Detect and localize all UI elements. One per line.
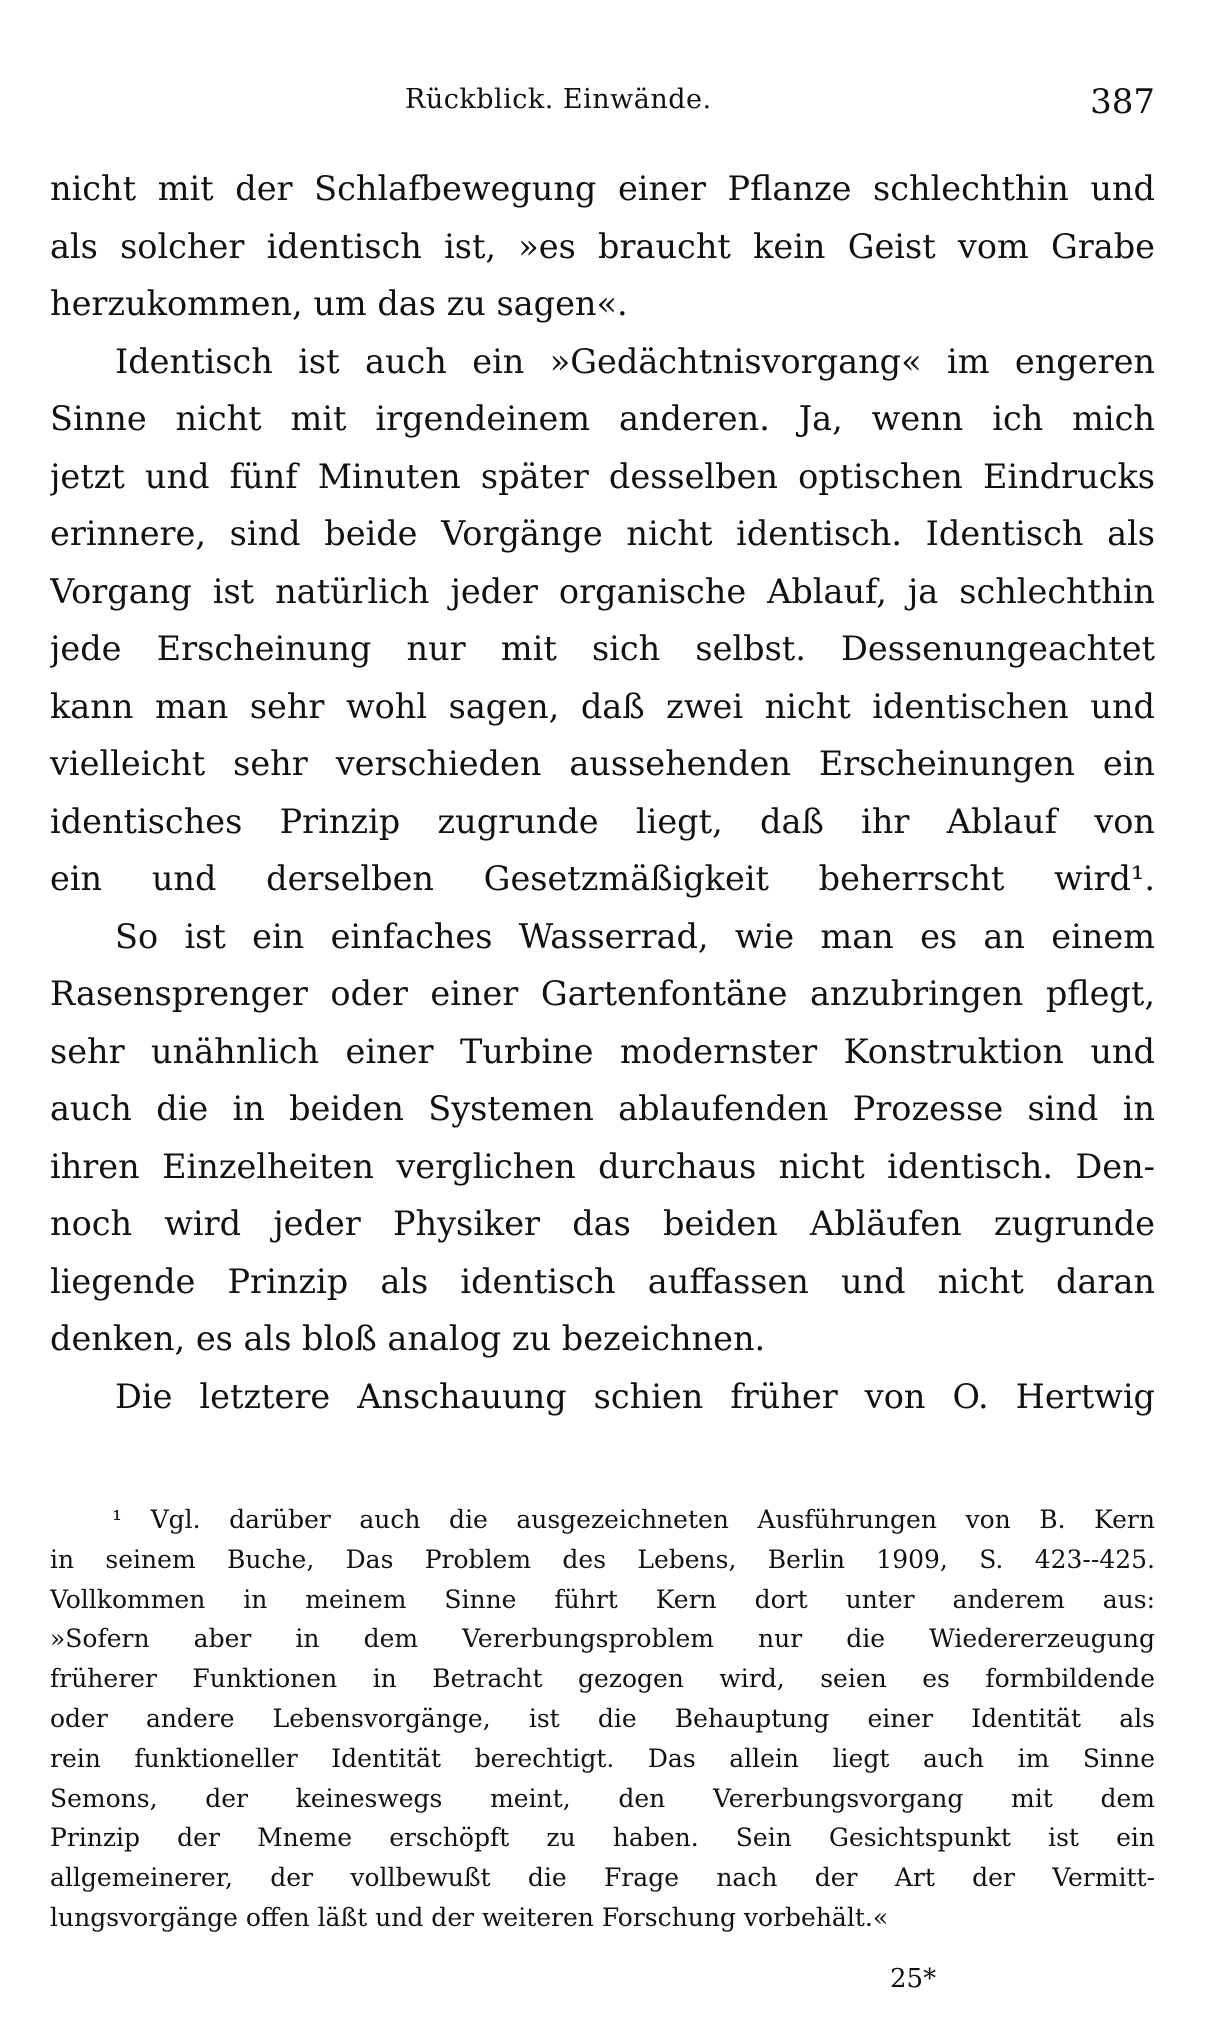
- text-line: jetzt und fünf Minuten später desselben optischen Eindrucks: [50, 456, 1155, 496]
- text-line: kann man sehr wohl sagen, daß zwei nicht identischen und: [50, 686, 1155, 726]
- text-line: nicht mit der Schlafbewegung einer Pflanze schlechthin und: [50, 169, 1155, 208]
- text-line: ein und derselben Gesetzmäßigkeit beherrscht wird¹.: [50, 859, 1155, 898]
- text-line: sehr unähnlich einer Turbine modernster Konstruktion und: [50, 1031, 1155, 1071]
- text-line: ihren Einzelheiten verglichen durchaus nicht identisch. Den-: [50, 1146, 1155, 1186]
- footnote-line: oder andere Lebensvorgänge, ist die Behauptung einer Identität als: [50, 1703, 1155, 1733]
- text-line: So ist ein einfaches Wasserrad, wie man es an einem: [115, 916, 1155, 956]
- running-title: Rückblick. Einwände.: [405, 84, 712, 115]
- footnote-line: lungsvorgänge offen läßt und der weiteren Forschung vorbehält.«: [50, 1902, 889, 1932]
- text-line: Vorgang ist natürlich jeder organische Ablauf, ja schlechthin: [50, 571, 1155, 611]
- footnote-block: [50, 1500, 1155, 1938]
- text-line: Die letztere Anschauung schien früher von O. Hertwig: [115, 1376, 1155, 1416]
- main-text: [50, 160, 1155, 1425]
- footnote-line: ¹ Vgl. darüber auch die ausgezeichneten Ausführungen von B. Kern: [112, 1505, 1155, 1534]
- running-header: [50, 82, 1155, 130]
- text-line: identisches Prinzip zugrunde liegt, daß ihr Ablauf von: [50, 801, 1155, 841]
- text-line: Identisch ist auch ein »Gedächtnisvorgang« im engeren: [115, 341, 1155, 381]
- text-line: jede Erscheinung nur mit sich selbst. Dessenungeachtet: [50, 629, 1155, 668]
- text-line: herzukommen, um das zu sagen«.: [50, 284, 628, 323]
- footnote-line: »Sofern aber in dem Vererbungsproblem nur die Wiedererzeugung: [50, 1624, 1155, 1654]
- footnote-line: rein funktioneller Identität berechtigt. Das allein liegt auch im Sinne: [50, 1743, 1155, 1773]
- footnote-line: Vollkommen in meinem Sinne führt Kern dort unter anderem aus:: [50, 1584, 1155, 1614]
- text-line: denken, es als bloß analog zu bezeichnen.: [50, 1319, 766, 1358]
- text-line: erinnere, sind beide Vorgänge nicht identisch. Identisch als: [50, 514, 1155, 553]
- footnote-line: Prinzip der Mneme erschöpft zu haben. Sein Gesichtspunkt ist ein: [50, 1823, 1155, 1853]
- footnote-line: allgemeinerer, der vollbewußt die Frage nach der Art der Vermitt-: [50, 1863, 1155, 1893]
- signature-mark: 25*: [890, 1964, 937, 1994]
- footnote-line: Semons, der keineswegs meint, den Vererbungsvorgang mit dem: [50, 1783, 1155, 1813]
- page-number: 387: [1090, 82, 1155, 122]
- text-line: liegende Prinzip als identisch auffassen und nicht daran: [50, 1261, 1155, 1301]
- text-line: vielleicht sehr verschieden aussehenden Erscheinungen ein: [50, 744, 1155, 783]
- text-line: als solcher identisch ist, »es braucht kein Geist vom Grabe: [50, 226, 1155, 266]
- text-line: Rasensprenger oder einer Gartenfontäne anzubringen pflegt,: [50, 974, 1155, 1013]
- text-line: Sinne nicht mit irgendeinem anderen. Ja, wenn ich mich: [50, 399, 1155, 438]
- footnote-line: in seinem Buche, Das Problem des Lebens, Berlin 1909, S. 423--425.: [50, 1544, 1155, 1574]
- text-line: noch wird jeder Physiker das beiden Abläufen zugrunde: [50, 1204, 1155, 1243]
- text-line: auch die in beiden Systemen ablaufenden Prozesse sind in: [50, 1089, 1155, 1128]
- footnote-line: früherer Funktionen in Betracht gezogen wird, seien es formbildende: [50, 1664, 1155, 1694]
